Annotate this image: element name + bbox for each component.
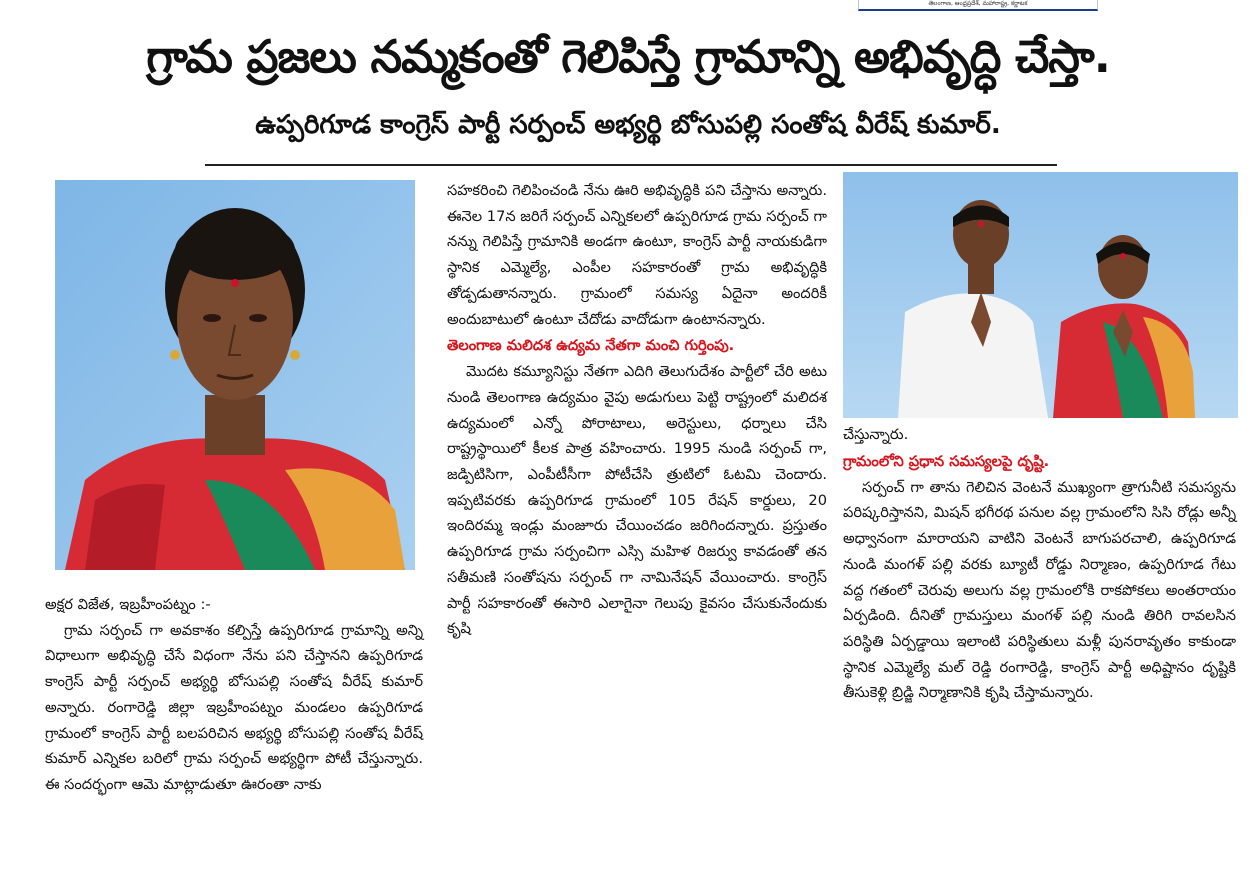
article-column-3 [843,422,1236,706]
dateline: అక్షర విజేత, ఇబ్రహీంపట్నం :- [45,596,211,613]
article-column-2 [447,178,827,642]
candidate-couple-photo [843,172,1238,418]
masthead-strip [858,0,1098,11]
section-subhead: గ్రామంలోని ప్రధాన సమస్యలపై దృష్టి. [843,452,1050,470]
section-subhead: తెలంగాణ మలిదశ ఉద్యమ నేతగా మంచి గుర్తింపు. [447,337,735,355]
article-paragraph: సహకరించి గెలిపించండి నేను ఊరి అభివృద్ధికి పని చేస్తాను అన్నారు. ఈనెల 17న జరిగే సర్పంచ్ ఎన్నికలలో ఉప్పరిగూడ గ్రామ సర్పంచ్ గా నన్ను గెలిపిస్తే గ్రామానికి అండగా ఉంటూ, కాంగ్రెస్ పార్టీ నాయకుడిగా స్థానిక ఎమ్మెల్యే, ఎంపీల సహకారంతో గ్రామ అభివృద్ధికి తోడ్పడుతానన్నారు. గ్రామంలో సమస్య ఏదైనా అందరికీ అందుబాటులో ఉంటూ చేదోడు వాదోడుగా ఉంటానన్నారు. [447,182,827,328]
headline-divider [205,164,1057,166]
article-paragraph: సర్పంచ్ గా తాను గెలిచిన వెంటనే ముఖ్యంగా త్రాగునీటి సమస్యను పరిష్కరిస్తానని, మిషన్ భగీరథ పనుల వల్ల గ్రామంలోని సిసి రోడ్లు అన్నీ అధ్వానంగా మారాయని వాటిని వెంటనే బాగుపరచాలి, ఉప్పరిగూడ నుండి మంగళ్ పల్లి వరకు బ్యూటీ రోడ్డు నిర్మాణం, ఉప్పరిగూడ గేటు వద్ద గతంలో చెరువు అలుగు వల్ల గ్రామంలోకి రాకపోకలు అంతరాయం ఏర్పడింది. దీనితో గ్రామస్తులు మంగళ్ పల్లి నుండి తిరిగి రావలసిన పరిస్థితి ఏర్పడ్డాయి ఇలాంటి పరిస్థితులు మళ్లీ పునరావృతం కాకుండా స్థానిక ఎమ్మెల్యే మల్ రెడ్డి రంగారెడ్డి, కాంగ్రెస్ పార్టీ అధిష్టానం దృష్టికి తీసుకెళ్లి బ్రిడ్జి నిర్మాణానికి కృషి చేస్తామన్నారు. [843,478,1236,702]
candidate-portrait-photo [55,180,415,570]
masthead-strip-text: తెలంగాణ, ఆంధ్రప్రదేశ్, మహారాష్ట్ర, కర్ణాటక [928,0,1028,7]
headline: గ్రామ ప్రజలు నమ్మకంతో గెలిపిస్తే గ్రామాన్ని అభివృద్ధి చేస్తా. [146,30,1110,83]
article-paragraph: మొదట కమ్యూనిస్టు నేతగా ఎదిగి తెలుగుదేశం పార్టీలో చేరి అటు నుండి తెలంగాణ ఉద్యమం వైపు అడుగులు పెట్టి రాష్ట్రంలో మలిదశ ఉద్యమంలో ఎన్నో పోరాటాలు, అరెస్టులు, ధర్నాలు చేసి రాష్ట్రస్థాయిలో కీలక పాత్ర వహించారు. 1995 నుండి సర్పంచ్ గా, జడ్పిటిసిగా, ఎంపీటీసీగా పోటీచేసి త్రుటిలో ఓటమి చెందారు. ఇప్పటివరకు ఉప్పరిగూడ గ్రామంలో 105 రేషన్ కార్డులు, 20 ఇందిరమ్మ ఇండ్లు మంజూరు చేయించడం జరిగిందన్నారు. ప్రస్తుతం ఉప్పరిగూడ గ్రామ సర్పంచిగా ఎస్సి మహిళ రిజర్వు కావడంతో తన సతీమణి సంతోషను సర్పంచ్ గా నామినేషన్ వేయించారు. కాంగ్రెస్ పార్టీ సహకారంతో ఈసారి ఎలాగైనా గెలుపు కైవసం చేసుకునేందుకు కృషి [447,363,827,638]
subheadline: ఉప్పరిగూడ కాంగ్రెస్ పార్టీ సర్పంచ్ అభ్యర్థి బోసుపల్లి సంతోష వీరేష్ కుమార్. [255,110,1001,140]
article-column-1 [45,592,423,798]
article-paragraph: గ్రామ సర్పంచ్ గా అవకాశం కల్పిస్తే ఉప్పరిగూడ గ్రామాన్ని అన్ని విధాలుగా అభివృద్ధి చేసే విధంగా నేను పని చేస్తానని ఉప్పరిగూడ కాంగ్రెస్ పార్టీ సర్పంచ్ అభ్యర్థి బోసుపల్లి సంతోష వీరేష్ కుమార్ అన్నారు. రంగారెడ్డి జిల్లా ఇబ్రహీంపట్నం మండలం ఉప్పరిగూడ గ్రామంలో కాంగ్రెస్ పార్టీ బలపరిచిన అభ్యర్థి బోసుపల్లి సంతోష వీరేష్ కుమార్ ఎన్నికల బరిలో గ్రామ సర్పంచ్ అభ్యర్థిగా పోటీ చేస్తున్నారు. ఈ సందర్భంగా ఆమె మాట్లాడుతూ ఊరంతా నాకు [45,621,423,793]
article-paragraph: చేస్తున్నారు. [843,426,909,443]
